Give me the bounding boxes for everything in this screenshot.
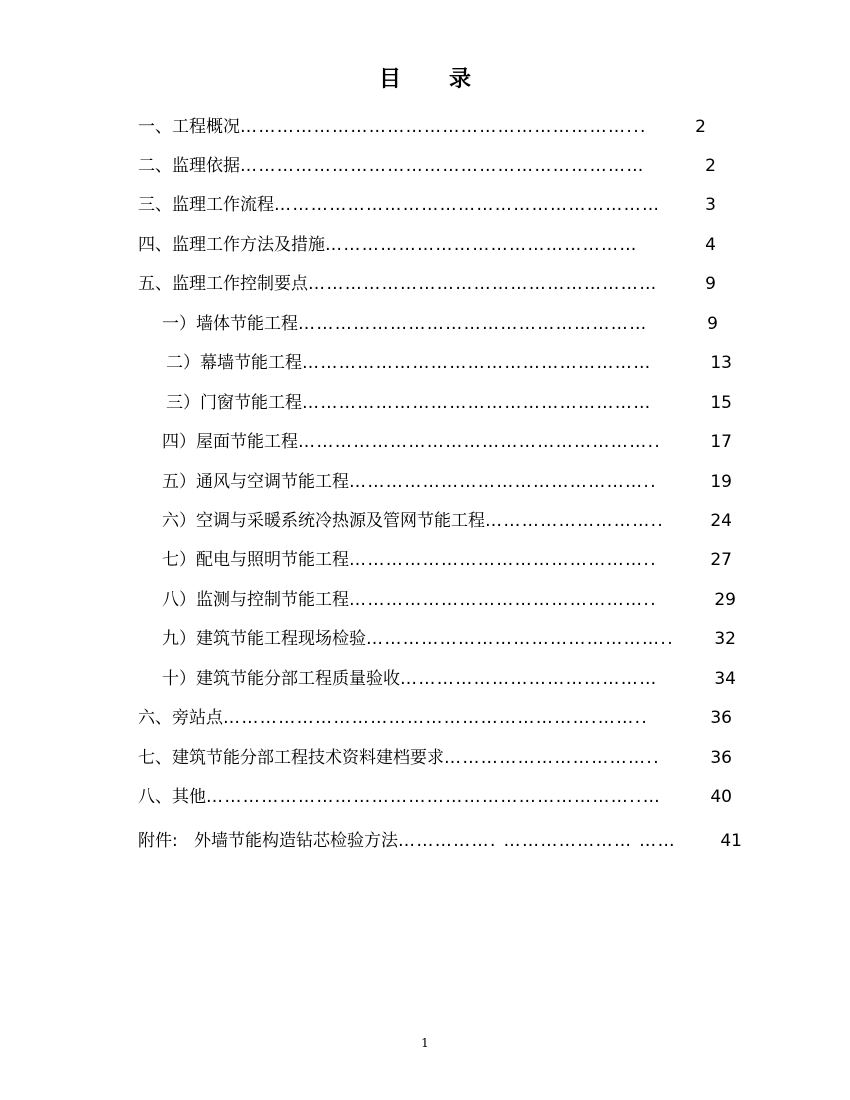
toc-entry-label: 九）建筑节能工程现场检验: [162, 629, 366, 649]
toc-entry-label: 十）建筑节能分部工程质量验收: [162, 669, 400, 689]
toc-entry-page: 41: [720, 831, 742, 851]
toc-entry-leader: …………………………………………………: [302, 353, 652, 373]
toc-entry-page: 24: [710, 511, 732, 531]
toc-title: [0, 62, 850, 93]
toc-entry-leader: …………………………………………..: [349, 472, 658, 492]
toc-entry-leader: …………………………………………………………: [240, 156, 645, 176]
toc-entry-page: 2: [695, 117, 706, 137]
toc-entry-label: 八、其他: [138, 787, 206, 807]
toc-entry-page: 32: [714, 629, 736, 649]
toc-entry-page: 36: [710, 708, 732, 728]
toc-entry-label: 四、监理工作方法及措施: [138, 235, 325, 255]
toc-entry[interactable]: [162, 510, 732, 532]
toc-entry-leader: …………………………………………..: [349, 590, 658, 610]
toc-entry-leader: ……………………………..: [444, 748, 661, 768]
toc-entry[interactable]: [162, 589, 736, 611]
toc-entry[interactable]: [138, 747, 732, 769]
toc-entry-leader: ……………. ………………… ……: [397, 831, 676, 851]
toc-entry[interactable]: [138, 830, 742, 852]
toc-entry-page: 4: [705, 235, 716, 255]
toc-entry-label: 三、监理工作流程: [138, 195, 274, 215]
toc-entry-leader: …………………………………………………: [302, 393, 652, 413]
toc-entry-label: 二、监理依据: [138, 156, 240, 176]
toc-entry-page: 15: [710, 393, 732, 413]
toc-entry-leader: ………………………………………………………: [274, 195, 661, 215]
toc-entry-leader: ……………………………………: [400, 669, 658, 689]
toc-entry-page: 17: [710, 432, 732, 452]
toc-entry-page: 29: [714, 590, 736, 610]
toc-entry-page: 3: [705, 195, 716, 215]
toc-entry-page: 34: [714, 669, 736, 689]
toc-entry[interactable]: [138, 786, 732, 808]
toc-entry[interactable]: [138, 155, 716, 177]
toc-entry[interactable]: [138, 707, 732, 729]
toc-entry-label: 八）监测与控制节能工程: [162, 590, 349, 610]
toc-entry-label: 六、旁站点: [138, 708, 223, 728]
toc-entry-leader: …………………………………………………: [298, 314, 648, 334]
toc-entry-page: 13: [710, 353, 732, 373]
page-number: 1: [421, 1036, 429, 1050]
toc-entry-label: 七、建筑节能分部工程技术资料建档要求: [138, 748, 444, 768]
toc-entry-label: 附件: 外墙节能构造钻芯检验方法: [138, 831, 398, 851]
toc-entry[interactable]: [138, 234, 716, 256]
toc-entry-label: 一）墙体节能工程: [162, 314, 298, 334]
toc-entry[interactable]: [138, 116, 706, 138]
toc-entry-page: 27: [710, 550, 732, 570]
toc-entry[interactable]: [166, 392, 732, 414]
toc-entry-label: 七）配电与照明节能工程: [162, 550, 349, 570]
toc-entry-leader: ……………………………………………………………..…: [206, 787, 662, 807]
toc-entry-label: 一、工程概况: [138, 117, 240, 137]
toc-entry-leader: ……………………………………………: [325, 235, 638, 255]
toc-entry-page: 36: [710, 748, 732, 768]
toc-entry-leader: …………………………………………………..: [298, 432, 662, 452]
toc-title-part1: 目: [378, 67, 401, 92]
toc-entry[interactable]: [162, 668, 736, 690]
toc-entry-page: 9: [707, 314, 718, 334]
toc-entry-page: 40: [710, 787, 732, 807]
toc-entry[interactable]: [138, 273, 716, 295]
toc-entry[interactable]: [162, 313, 718, 335]
toc-entry-leader: ………………………..: [485, 511, 665, 531]
toc-entry[interactable]: [162, 431, 732, 453]
toc-entry-label: 五、监理工作控制要点: [138, 274, 308, 294]
toc-entry-leader: …………………………………………..: [366, 629, 675, 649]
toc-title-part2: 录: [449, 67, 472, 92]
toc-entry-label: 六）空调与采暖系统冷热源及管网节能工程: [162, 511, 485, 531]
toc-entry-page: 2: [705, 156, 716, 176]
toc-entry-leader: ………………………………………………………...: [240, 117, 647, 137]
toc-entry[interactable]: [138, 194, 716, 216]
toc-entry-label: 三）门窗节能工程: [166, 393, 302, 413]
toc-entry-leader: …………………………………………..: [349, 550, 658, 570]
toc-entry[interactable]: [162, 549, 732, 571]
toc-entry-leader: …………………………………………………….……..: [223, 708, 649, 728]
toc-entry-page: 9: [705, 274, 716, 294]
toc-entry-page: 19: [710, 472, 732, 492]
toc-entry-label: 二）幕墙节能工程: [166, 353, 302, 373]
toc-entry[interactable]: [162, 628, 736, 650]
toc-entry-label: 四）屋面节能工程: [162, 432, 298, 452]
toc-entry[interactable]: [162, 471, 732, 493]
toc-entry-leader: …………………………………………………: [308, 274, 658, 294]
toc-entry[interactable]: [166, 352, 732, 374]
toc-entry-label: 五）通风与空调节能工程: [162, 472, 349, 492]
